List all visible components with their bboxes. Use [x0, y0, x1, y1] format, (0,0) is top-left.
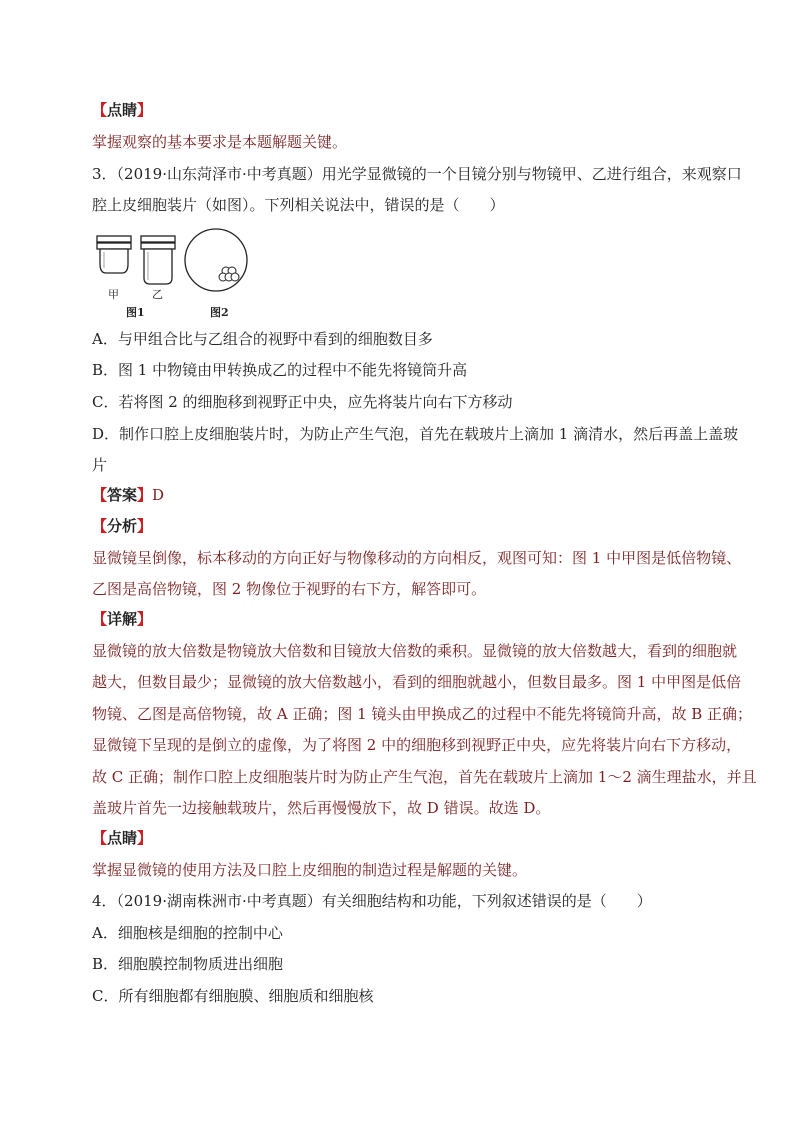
q4-option-b: B．细胞膜控制物质进出细胞 [92, 955, 284, 973]
bracket-left: 【 [92, 101, 108, 119]
detail-tag: 详解 [107, 610, 138, 628]
bracket-right: 】 [137, 517, 153, 535]
bracket-left: 【 [92, 517, 108, 535]
q3-option-c: C．若将图 2 的细胞移到视野正中央，应先将装片向右下方移动 [92, 393, 513, 411]
detail-line3: 物镜、乙图是高倍物镜，故 A 正确；图 1 镜头由甲换成乙的过程中不能先将镜筒升高，故 B 正确； [92, 705, 753, 723]
bracket-right: 】 [137, 829, 153, 847]
tip-text-1: 掌握观察的基本要求是本题解题关键。 [92, 133, 348, 151]
section-tag: 点睛 [107, 101, 138, 119]
analysis-line1: 显微镜呈倒像，标本移动的方向正好与物像移动的方向相反，观图可知：图 1 中甲图是低倍物镜、 [92, 549, 742, 567]
tip-text-2: 掌握显微镜的使用方法及口腔上皮细胞的制造过程是解题的关键。 [92, 861, 528, 879]
analysis-tag: 分析 [107, 517, 138, 535]
label-fig2: 图2 [210, 306, 229, 319]
detail-line5: 故 C 正确；制作口腔上皮细胞装片时为防止产生气泡，首先在载玻片上滴加 1～2 滴生理盐水，并且 [92, 768, 757, 786]
section-tip-heading-2 [92, 827, 712, 849]
field-of-view-icon [185, 229, 247, 291]
label-jia: 甲 [108, 288, 119, 301]
answer-row [92, 484, 712, 506]
bracket-left: 【 [92, 829, 108, 847]
detail-line2: 越大，但数目最少；显微镜的放大倍数越小，看到的细胞就越小，但数目最多。图 1 中甲图是低倍 [92, 673, 742, 691]
q4-option-c: C．所有细胞都有细胞膜、细胞质和细胞核 [92, 987, 374, 1005]
detail-heading [92, 608, 712, 630]
analysis-line2: 乙图是高倍物镜，图 2 物像位于视野的右下方，解答即可。 [92, 580, 487, 598]
bracket-left: 【 [92, 610, 108, 628]
detail-line1: 显微镜的放大倍数是物镜放大倍数和目镜放大倍数的乘积。显微镜的放大倍数越大，看到的细胞就 [92, 642, 738, 660]
answer-value: D [152, 486, 165, 504]
tip-tag: 点睛 [107, 829, 138, 847]
bracket-left: 【 [92, 486, 108, 504]
bracket-right: 】 [137, 610, 153, 628]
label-yi: 乙 [152, 288, 163, 301]
q3-option-d-line2: 片 [92, 456, 108, 474]
q3-option-d-line1: D．制作口腔上皮细胞装片时，为防止产生气泡，首先在载玻片上滴加 1 滴清水，然后再盖上盖玻 [92, 425, 739, 443]
bracket-right: 】 [137, 101, 153, 119]
analysis-heading [92, 515, 712, 537]
label-fig1: 图1 [126, 306, 145, 319]
section-tip-heading-1 [92, 99, 712, 121]
detail-line4: 显微镜下呈现的是倒立的虚像，为了将图 2 中的细胞移到视野正中央，应先将装片向右下方移动， [92, 736, 742, 754]
q3-option-b: B．图 1 中物镜由甲转换成乙的过程中不能先将镜筒升高 [92, 361, 468, 379]
q4-option-a: A．细胞核是细胞的控制中心 [92, 924, 283, 942]
microscope-figure [92, 228, 262, 323]
q4-stem: 4．（2019·湖南株洲市·中考真题）有关细胞结构和功能，下列叙述错误的是（ ） [92, 892, 652, 910]
answer-tag: 答案 [107, 486, 138, 504]
detail-line6: 盖玻片首先一边接触载玻片，然后再慢慢放下，故 D 错误。故选 D。 [92, 799, 551, 817]
q3-stem-line1: 3．（2019·山东菏泽市·中考真题）用光学显微镜的一个目镜分别与物镜甲、乙进行组合，来观察口 [92, 165, 742, 183]
bracket-right: 】 [137, 486, 153, 504]
objective-yi-icon [141, 236, 175, 284]
q3-option-a: A．与甲组合比与乙组合的视野中看到的细胞数目多 [92, 330, 433, 348]
objective-jia-icon [97, 236, 131, 273]
q3-stem-line2: 腔上皮细胞装片（如图）。下列相关说法中，错误的是（ ） [92, 196, 505, 214]
